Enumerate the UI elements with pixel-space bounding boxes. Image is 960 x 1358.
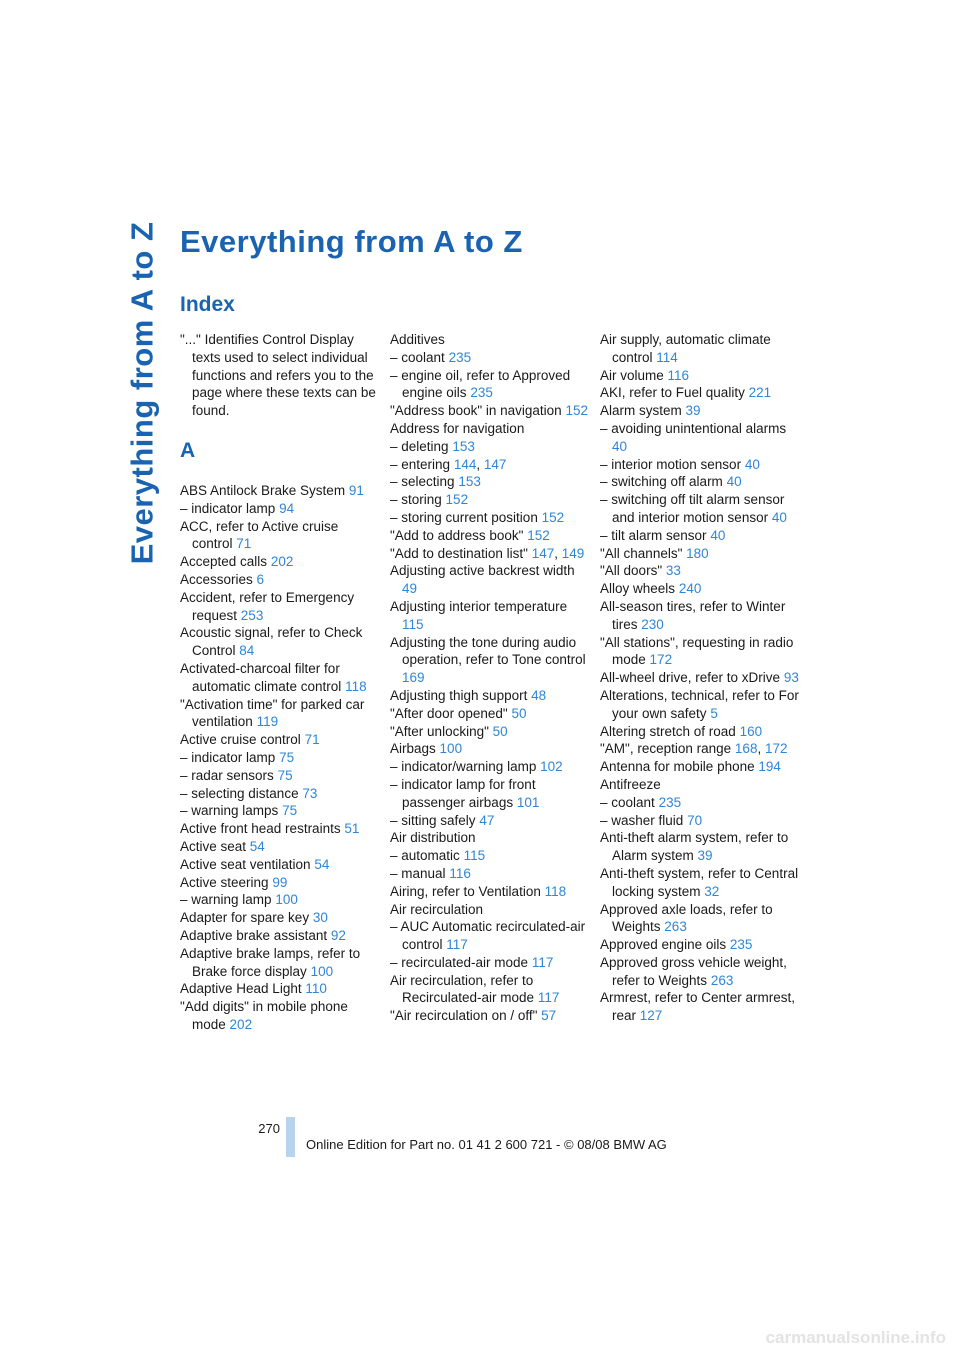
page-reference-link[interactable]: 51 [344, 821, 360, 837]
index-entry [600, 527, 800, 545]
page-reference-link[interactable]: 202 [270, 554, 294, 570]
index-entry-label: Airing, refer to Ventilation [390, 883, 541, 899]
index-entry-label: Approved engine oils [600, 937, 727, 953]
index-entry [390, 491, 590, 509]
index-entry-label: Air supply, automatic climate control [600, 332, 771, 365]
index-entry [600, 634, 800, 670]
index-entry-label: "All channels" [600, 545, 683, 561]
index-entry [180, 909, 380, 927]
index-entry-label: – deleting [390, 438, 449, 454]
index-entry-label: "..." Identifies Control Display texts used to select individual functions and refers you to the page where these texts can be found. [180, 332, 376, 419]
index-entry-label: "Activation time" for parked car ventilation [180, 696, 365, 730]
index-entry-label: Additives [390, 332, 445, 347]
page-reference-link[interactable]: 168 [734, 741, 758, 757]
index-entry [600, 384, 800, 402]
index-entry [180, 891, 380, 909]
page-reference-link[interactable]: 47 [479, 812, 495, 828]
page-reference-link[interactable]: 40 [726, 474, 742, 490]
index-entry [180, 945, 380, 981]
page-reference-link[interactable]: 169 [402, 670, 425, 686]
index-entry-label: – indicator lamp [180, 500, 276, 516]
page-reference-link[interactable]: 147 [531, 545, 555, 561]
index-entry [180, 660, 380, 696]
page-reference-link[interactable]: 230 [641, 616, 664, 632]
index-entry [180, 696, 380, 732]
page-reference-link[interactable]: 75 [282, 803, 298, 819]
index-entry-label: – coolant [390, 349, 445, 365]
index-entry-label: – manual [390, 865, 446, 881]
page-reference-link[interactable]: 99 [272, 874, 288, 890]
index-entry: "AM", reception range 168, 172 [600, 741, 788, 757]
index-entry [600, 954, 800, 990]
index-entry [180, 553, 380, 571]
index-entry [180, 785, 380, 803]
index-entry [180, 482, 380, 500]
page-reference-link[interactable]: 235 [729, 937, 753, 953]
page-reference-link[interactable]: 152 [527, 527, 550, 543]
index-entry-label: – warning lamps [180, 803, 279, 819]
index-entry [600, 901, 800, 937]
index-entry-label: – washer fluid [600, 812, 684, 828]
page-reference-link[interactable]: 73 [302, 785, 318, 801]
index-entry [180, 927, 380, 945]
page-reference-link[interactable]: 263 [664, 919, 687, 935]
index-entry: – entering 144, 147 [390, 456, 507, 472]
page-reference-link[interactable]: 84 [239, 643, 255, 659]
page-number: 270 [258, 1121, 280, 1136]
index-entry [390, 634, 590, 687]
index-entry-label: Active front head restraints [180, 821, 341, 837]
index-entry [390, 420, 590, 438]
index-entry [600, 794, 800, 812]
index-entry [180, 624, 380, 660]
index-entry-label: All-season tires, refer to Winter tires [600, 598, 786, 632]
index-entry-label: Alarm system [600, 403, 682, 419]
page-reference-link[interactable]: 100 [310, 963, 334, 979]
index-entry [600, 402, 800, 420]
page-reference-link[interactable]: 40 [710, 527, 726, 543]
index-entry-label: – indicator/warning lamp [390, 759, 537, 775]
index-entry [600, 776, 800, 794]
index-entry [390, 705, 590, 723]
index-entry-label: Alterations, technical, refer to For your own safety [600, 687, 799, 721]
page-reference-link[interactable]: 50 [492, 723, 508, 739]
index-entry [180, 856, 380, 874]
index-entry [600, 598, 800, 634]
index-entry [180, 589, 380, 625]
index-entry-label: – engine oil, refer to Approved engine oils [390, 367, 571, 401]
index-entry-label: ABS Antilock Brake System [180, 482, 346, 498]
index-entry-label: Air recirculation, refer to Recirculated-air mode [390, 972, 535, 1006]
index-entry [600, 562, 800, 580]
index-entry [180, 998, 380, 1034]
index-column-2 [390, 331, 590, 1025]
page-reference-link[interactable]: 100 [439, 741, 463, 757]
index-entry-label: Altering stretch of road [600, 723, 736, 739]
index-entry-label: – storing [390, 492, 442, 508]
index-entry [600, 456, 800, 474]
index-entry [390, 972, 590, 1008]
index-entry-label: AKI, refer to Fuel quality [600, 385, 745, 401]
page-reference-link[interactable]: 114 [656, 349, 678, 365]
index-entry [180, 731, 380, 749]
index-entry [600, 936, 800, 954]
index-entry [180, 331, 380, 420]
index-entry-label: Air volume [600, 367, 664, 383]
index-entry [390, 402, 590, 420]
page-reference-link[interactable]: 101 [516, 794, 540, 810]
index-entry-label: – automatic [390, 848, 460, 864]
index-entry [600, 812, 800, 830]
side-title [123, 221, 161, 565]
index-entry [390, 1007, 590, 1025]
page-reference-link[interactable]: 202 [229, 1016, 253, 1032]
page-reference-link[interactable]: 127 [639, 1008, 663, 1024]
index-entry [390, 598, 590, 634]
page-reference-link[interactable]: 118 [544, 883, 567, 899]
index-entry-label: "After unlocking" [390, 723, 489, 739]
index-entry [180, 749, 380, 767]
index-entry-label: Adjusting the tone during audio operation, refer to Tone control [390, 634, 586, 668]
page-reference-link[interactable]: 30 [312, 910, 328, 926]
page-reference-link[interactable]: 57 [541, 1008, 557, 1024]
page-reference-link[interactable]: 92 [330, 927, 346, 943]
index-entry-label: Antifreeze [600, 776, 661, 792]
index-entry: "Add to destination list" 147, 149 [390, 545, 585, 561]
index-entry [390, 723, 590, 741]
page-reference-link[interactable]: 240 [678, 581, 702, 597]
index-entry-label: – AUC Automatic recirculated-air control [390, 919, 586, 953]
page-reference-link[interactable]: 117 [531, 954, 554, 970]
page-reference-link[interactable]: 194 [758, 759, 781, 775]
page-reference-link[interactable]: 153 [452, 438, 475, 454]
index-entry-label: Adaptive brake assistant [180, 927, 328, 943]
index-entry [600, 331, 800, 367]
index-entry [600, 580, 800, 598]
index-entry [390, 865, 590, 883]
index-entry-label: – switching off alarm [600, 474, 723, 490]
index-entry [600, 687, 800, 723]
index-entry-label: Adapter for spare key [180, 910, 310, 926]
page-reference-link[interactable]: 263 [710, 972, 734, 988]
index-entry [600, 491, 800, 527]
index-entry [390, 687, 590, 705]
page-reference-link[interactable]: 117 [446, 937, 468, 953]
index-entry-label: Active steering [180, 874, 269, 890]
index-entry-label: – switching off tilt alarm sensor and interior motion sensor [600, 492, 785, 525]
page-reference-link[interactable]: 152 [565, 403, 588, 419]
index-entry-label: "All stations", requesting in radio mode [600, 634, 794, 668]
index-entry-label: – indicator lamp for front passenger airbags [390, 776, 536, 810]
index-entry-label: Active seat ventilation [180, 856, 311, 872]
index-entry-label: – storing current position [390, 509, 538, 525]
index-entry-label: ACC, refer to Active cruise control [180, 518, 339, 552]
index-entry-label: "After door opened" [390, 705, 508, 721]
index-entry [390, 367, 590, 403]
watermark: carmanualsonline.info [765, 1328, 946, 1347]
index-entry [390, 562, 590, 598]
index-entry [600, 865, 800, 901]
page-reference-link[interactable]: 115 [402, 616, 424, 632]
index-entry-label: Address for navigation [390, 420, 525, 436]
index-entry [600, 758, 800, 776]
index-entry-label: – entering [390, 456, 451, 472]
page-reference-link[interactable]: 75 [279, 749, 295, 765]
index-entry [180, 767, 380, 785]
index-entry [600, 473, 800, 491]
section-title: Index [180, 293, 235, 316]
index-entry [600, 420, 800, 456]
page-reference-link[interactable]: 33 [665, 563, 681, 579]
page-reference-link[interactable]: 253 [240, 607, 264, 623]
index-entry-label: Accepted calls [180, 554, 268, 570]
page-reference-link[interactable]: 71 [304, 732, 320, 748]
index-column-1 [180, 331, 380, 1034]
page-reference-link[interactable]: 54 [249, 838, 265, 854]
page-reference-link[interactable]: 116 [667, 367, 690, 383]
page-reference-link[interactable]: 144 [453, 456, 477, 472]
page-reference-link[interactable]: 152 [541, 509, 565, 525]
page-reference-link[interactable]: 91 [348, 482, 364, 498]
index-entry-label: Adaptive Head Light [180, 981, 302, 997]
index-entry [180, 500, 380, 518]
index-entry-label: Armrest, refer to Center armrest, rear [600, 990, 796, 1024]
page-reference-link[interactable]: 117 [537, 990, 560, 1006]
index-entry-label: Adjusting interior temperature [390, 598, 568, 614]
page-reference-link[interactable]: 71 [236, 536, 252, 552]
page-reference-link[interactable]: 100 [275, 892, 298, 908]
page-reference-link[interactable]: 235 [448, 349, 472, 365]
index-entry-label: Air recirculation [390, 901, 484, 917]
page-reference-link[interactable]: 116 [449, 865, 471, 881]
page-title: Everything from A to Z [180, 224, 523, 259]
edition-note: Online Edition for Part no. 01 41 2 600 721 - © 08/08 BMW AG [306, 1137, 667, 1152]
page-reference-link[interactable]: 110 [305, 981, 327, 997]
index-entry-label: Adjusting thigh support [390, 687, 528, 703]
index-entry-label: – sitting safely [390, 812, 476, 828]
index-entry-label: – tilt alarm sensor [600, 527, 707, 543]
index-entry-label: Adjusting active backrest width [390, 563, 575, 579]
page-reference-link[interactable]: 160 [739, 723, 763, 739]
page-reference-link[interactable]: 6 [256, 571, 265, 587]
index-entry [390, 918, 590, 954]
index-entry [390, 527, 590, 545]
index-entry-label: – coolant [600, 794, 655, 810]
page-reference-link[interactable]: 147 [483, 456, 507, 472]
page-reference-link[interactable]: 118 [345, 678, 367, 694]
index-entry [390, 883, 590, 901]
index-entry-label: Approved gross vehicle weight, refer to Weights [600, 954, 787, 988]
page-reference-link[interactable]: 221 [748, 385, 772, 401]
index-entry [390, 847, 590, 865]
index-entry-label: "Address book" in navigation [390, 403, 562, 419]
index-entry-label: Antenna for mobile phone [600, 759, 755, 775]
index-entry [390, 740, 590, 758]
page-reference-link[interactable]: 172 [649, 652, 673, 668]
index-entry-label: – recirculated-air mode [390, 954, 529, 970]
index-entry-label: – selecting distance [180, 785, 299, 801]
index-entry [390, 812, 590, 830]
index-entry [600, 723, 800, 741]
page-reference-link[interactable]: 54 [314, 856, 330, 872]
index-entry [390, 349, 590, 367]
page-reference-link[interactable]: 40 [612, 438, 628, 454]
index-entry-label: "Air recirculation on / off" [390, 1008, 538, 1024]
index-entry-label: Acoustic signal, refer to Check Control [180, 625, 363, 659]
page-reference-link[interactable]: 152 [445, 492, 469, 508]
index-entry [180, 571, 380, 589]
index-entry [180, 518, 380, 554]
index-entry-label: Accident, refer to Emergency request [180, 589, 355, 623]
page-reference-link[interactable]: 115 [463, 848, 486, 864]
index-entry-label: – radar sensors [180, 767, 274, 783]
page-reference-link[interactable]: 235 [470, 385, 493, 401]
page-reference-link[interactable]: 49 [402, 581, 418, 597]
index-entry-label: – avoiding unintentional alarms [600, 420, 787, 436]
index-entry-label: "Add to address book" [390, 527, 524, 543]
index-entry-label: Alloy wheels [600, 581, 676, 597]
index-entry [180, 802, 380, 820]
index-entry [600, 989, 800, 1025]
index-entry [390, 331, 590, 349]
index-entry [390, 438, 590, 456]
index-entry [180, 874, 380, 892]
index-entry-label: Air distribution [390, 830, 476, 846]
index-entry [390, 509, 590, 527]
index-entry-label: "Add digits" in mobile phone mode [180, 999, 348, 1032]
page-reference-link[interactable]: 32 [704, 883, 720, 899]
page-reference-link[interactable]: 180 [686, 545, 709, 561]
index-entry [390, 954, 590, 972]
page-reference-link[interactable]: 40 [771, 509, 787, 525]
page-reference-link[interactable]: 153 [458, 474, 481, 490]
index-entry [390, 829, 590, 847]
page-reference-link[interactable]: 235 [658, 794, 682, 810]
page-reference-link[interactable]: 93 [783, 670, 799, 686]
index-entry [180, 838, 380, 856]
page-reference-link[interactable]: 94 [279, 500, 295, 516]
index-entry-label: "All doors" [600, 563, 663, 579]
index-entry-label: Airbags [390, 741, 436, 757]
index-entry-label: – selecting [390, 474, 455, 490]
index-column-3 [600, 331, 800, 1025]
page-reference-link[interactable]: 70 [687, 812, 703, 828]
index-entry [600, 545, 800, 563]
page-reference-link[interactable]: 149 [561, 545, 585, 561]
page-reference-link[interactable]: 50 [511, 705, 527, 721]
index-entry-label: Active seat [180, 838, 247, 854]
index-entry [390, 901, 590, 919]
index-entry [390, 776, 590, 812]
page-reference-link[interactable]: 75 [277, 767, 293, 783]
index-entry [390, 758, 590, 776]
index-entry-label: Active cruise control [180, 732, 301, 748]
index-entry [600, 829, 800, 865]
index-entry-label: Anti-theft system, refer to Central locking system [600, 865, 799, 899]
page-reference-link[interactable]: 102 [540, 759, 563, 775]
index-entry-label: "AM", reception range [600, 741, 732, 757]
index-letter-heading: A [180, 438, 196, 462]
index-entry-label: Accessories [180, 571, 253, 587]
side-title-text: Everything from A to Z [124, 221, 160, 565]
index-entry-label: Anti-theft alarm system, refer to Alarm system [600, 830, 789, 864]
index-entry-label: Activated-charcoal filter for automatic climate control [180, 660, 342, 694]
footer-bar [286, 1117, 295, 1157]
index-entry-label: – interior motion sensor [600, 456, 742, 472]
page-reference-link[interactable]: 119 [256, 714, 279, 730]
index-entry-label: Adaptive brake lamps, refer to Brake force display [180, 945, 361, 979]
page-reference-link[interactable]: 5 [710, 705, 718, 721]
index-entry [390, 473, 590, 491]
index-entry [180, 820, 380, 838]
page-reference-link[interactable]: 39 [697, 848, 713, 864]
index-entry-label: – indicator lamp [180, 749, 276, 765]
page-reference-link[interactable]: 39 [685, 403, 701, 419]
index-entry-label: All-wheel drive, refer to xDrive [600, 670, 781, 686]
index-entry-label: Approved axle loads, refer to Weights [600, 901, 773, 935]
index-entry-label: "Add to destination list" [390, 545, 528, 561]
page-reference-link[interactable]: 48 [531, 687, 547, 703]
page-reference-link[interactable]: 40 [744, 456, 760, 472]
index-entry-label: – warning lamp [180, 892, 272, 908]
index-entry [180, 980, 380, 998]
index-entry [600, 367, 800, 385]
page-reference-link[interactable]: 172 [764, 741, 788, 757]
index-entry [600, 669, 800, 687]
